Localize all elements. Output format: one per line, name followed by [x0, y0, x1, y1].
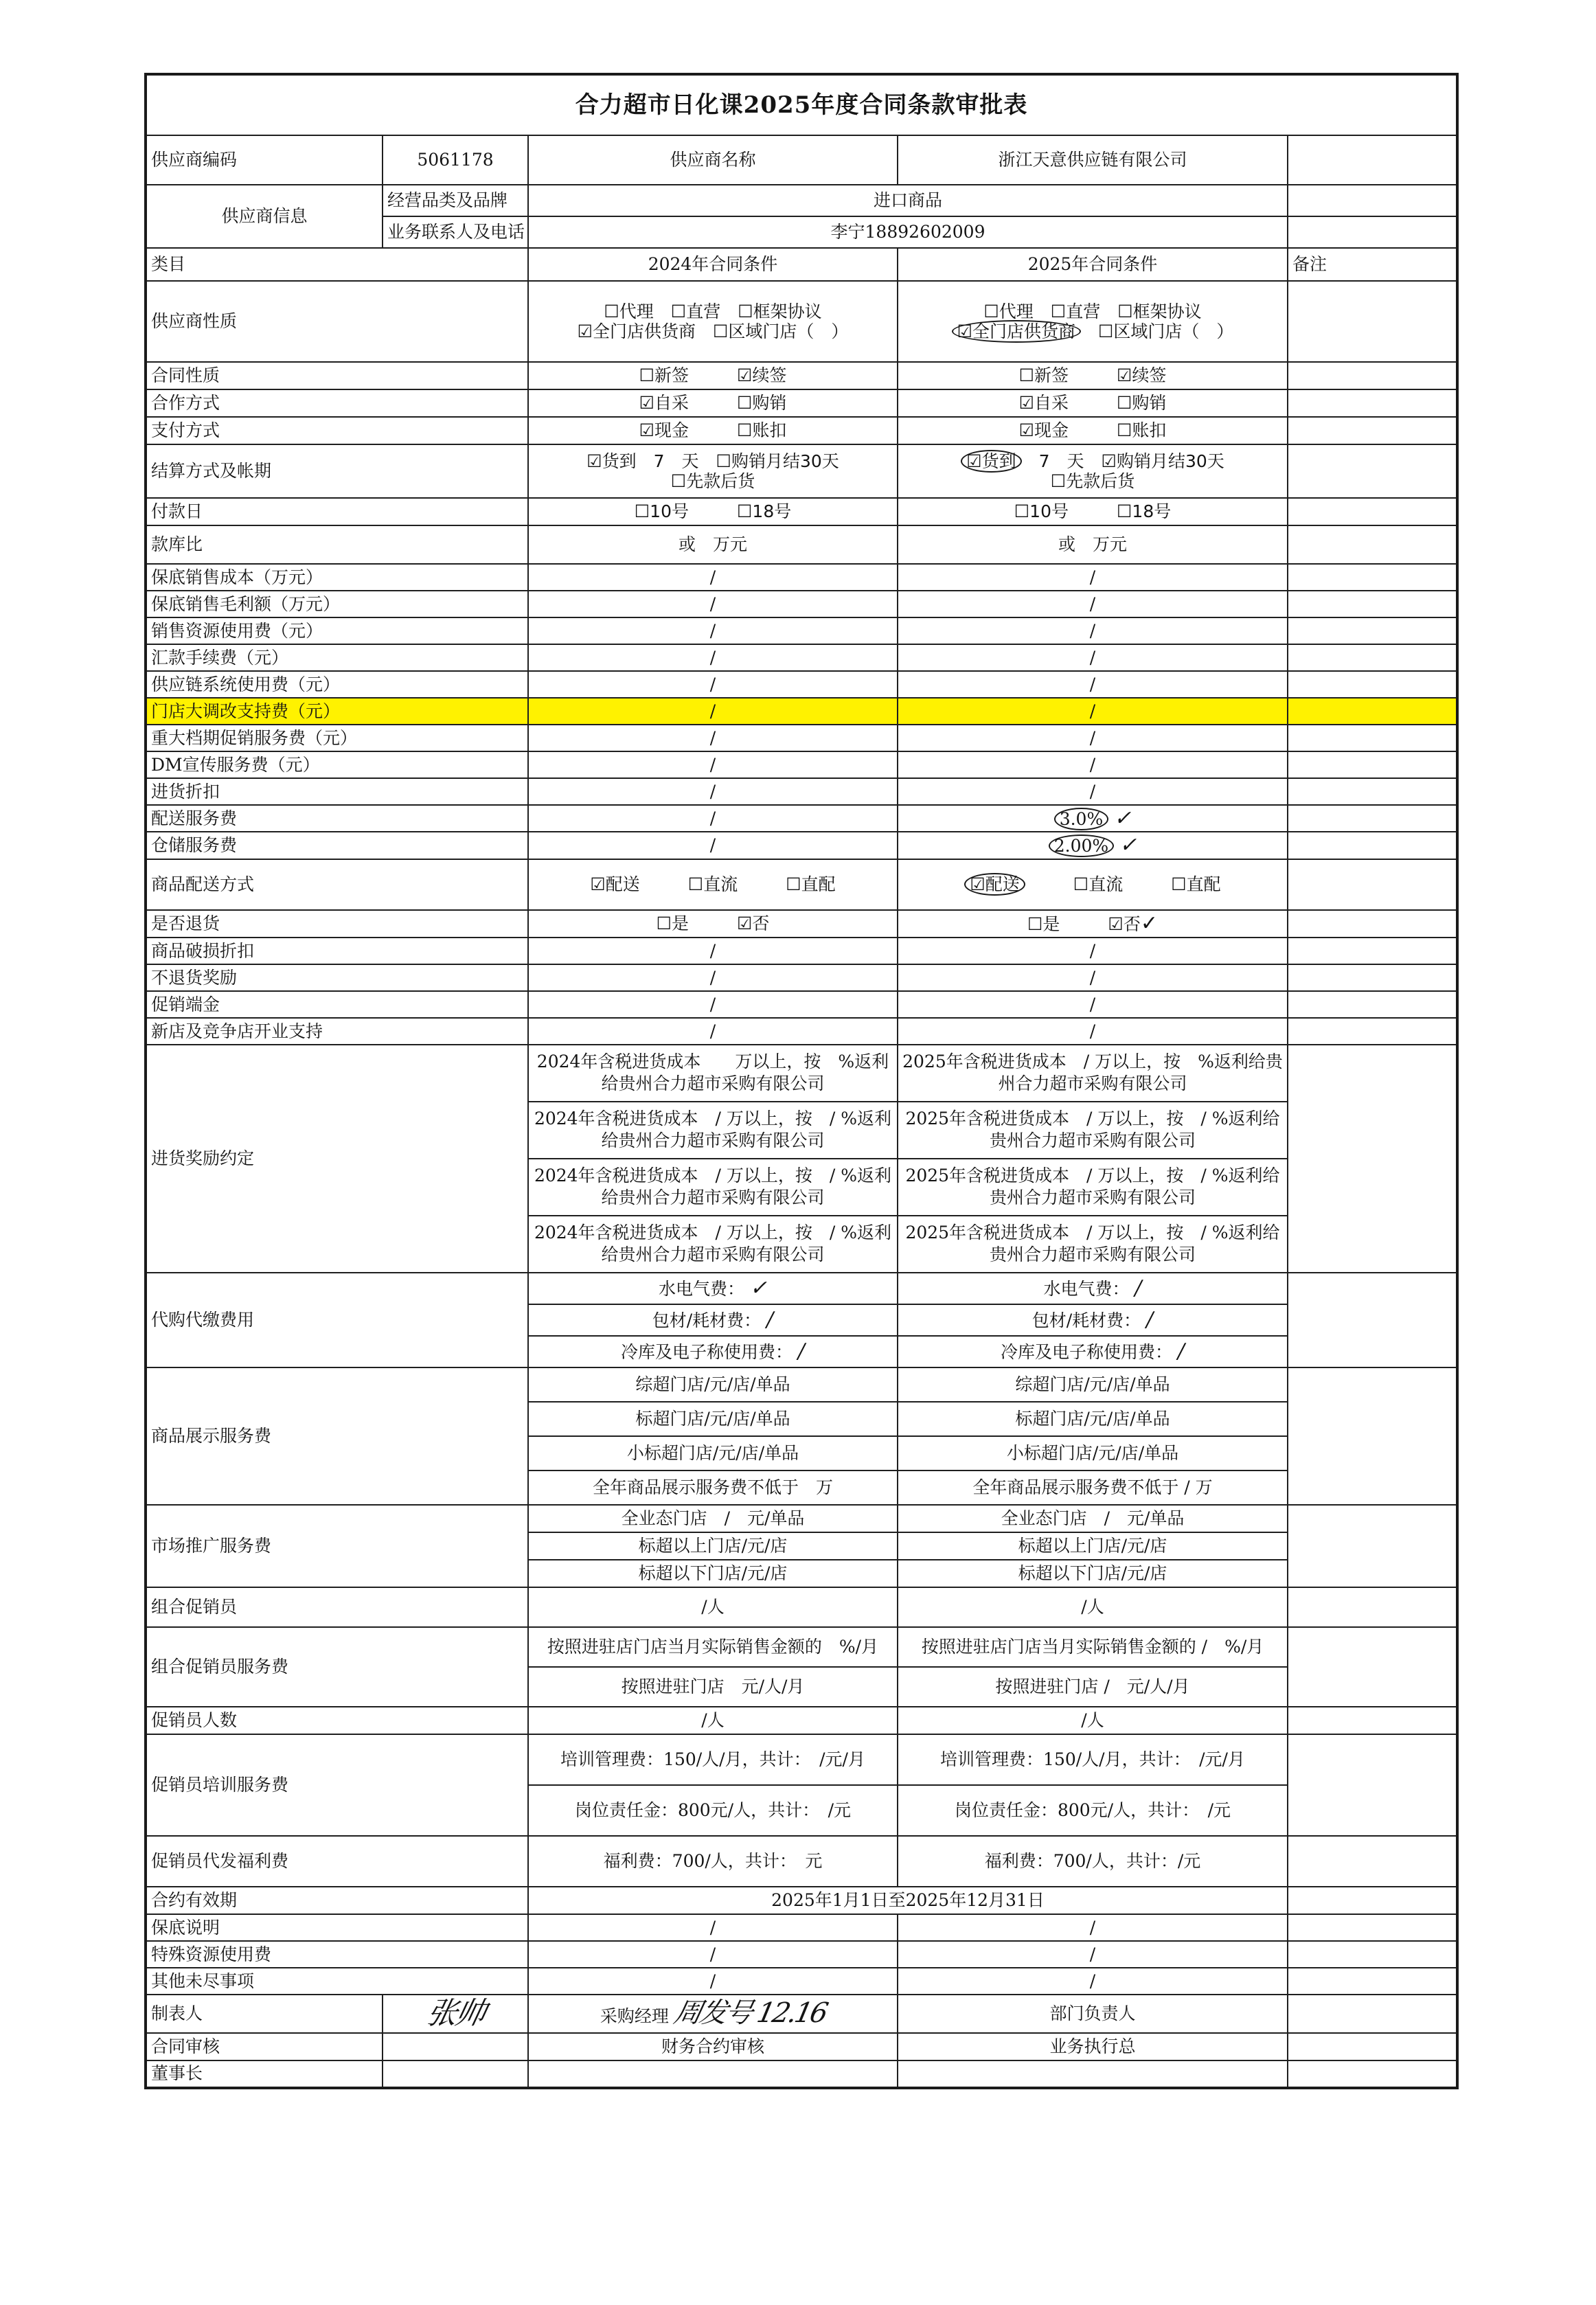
nature-2025 [898, 281, 1288, 362]
training-mgmt-fee: 培训管理费：150/人/月，共计： /元/月 [898, 1734, 1288, 1785]
display-item: 综超门店/元/店/单品 [898, 1367, 1288, 1402]
maker-signature: 张帅 [423, 1995, 488, 2031]
slash: / [528, 832, 898, 859]
promotion-item: 标超以下门店/元/店 [898, 1560, 1288, 1587]
business-exec-label: 业务执行总 [898, 2033, 1288, 2060]
display-min-2025: 全年商品展示服务费不低于 / 万 [898, 1471, 1288, 1505]
reward-2025-tier: 2025年含税进货成本 / 万以上，按 / %返利给贵州合力超市采购有限公司 [898, 1159, 1288, 1216]
settlement-line2: ☐先款后货 [670, 471, 755, 491]
slash: / [898, 1914, 1288, 1941]
settlement-line1-rest: 7 天 ☑购销月结30天 [1021, 451, 1224, 471]
welfare-fee-2024: 福利费：700/人，共计： 元 [528, 1836, 898, 1887]
nature-2024 [528, 281, 898, 362]
slash: / [898, 564, 1288, 591]
opt-new: ☐新签 [1018, 365, 1069, 386]
nature-label: 供应商性质 [146, 281, 528, 362]
slash: / [528, 938, 898, 964]
promo-deposit-label: 促销端金 [146, 991, 528, 1018]
settlement-line1: ☑货到 7 天 ☐购销月结30天 [586, 451, 839, 471]
promoter-2024: /人 [528, 1587, 898, 1627]
display-item: 标超门店/元/店/单品 [528, 1402, 898, 1436]
contract-review-label: 合同审核 [146, 2033, 383, 2060]
reward-2024-tier: 2024年含税进货成本 / 万以上，按 / %返利给贵州合力超市采购有限公司 [528, 1102, 898, 1159]
slash: / [528, 564, 898, 591]
nature-line2: ☑全门店供货商 ☐区域门店（ ） [577, 321, 849, 341]
min-gross-profit-label: 保底销售毛利额（万元） [146, 591, 528, 617]
promoter-fee-person-2025: 按照进驻门店 / 元/人/月 [898, 1667, 1288, 1707]
finance-review-label: 财务合约审核 [528, 2033, 898, 2060]
nature-line1: ☐代理 ☐直营 ☐框架协议 [983, 301, 1202, 321]
slash: / [898, 698, 1288, 725]
utilities-fee: 水电气费： [658, 1279, 744, 1299]
slash: / [528, 1018, 898, 1045]
remittance-fee-label: 汇款手续费（元） [146, 644, 528, 671]
cold-storage-fee: 冷库及电子称使用费： [620, 1342, 793, 1363]
slash: / [898, 751, 1288, 778]
slash: / [528, 778, 898, 805]
opt-direct-flow: ☐直流 [687, 874, 738, 895]
opt-new: ☐新签 [639, 365, 689, 386]
opt-self-purchase: ☑自采 [639, 393, 689, 413]
promotion-item: 全业态门店 / 元/单品 [528, 1505, 898, 1532]
damage-discount-label: 商品破损折扣 [146, 938, 528, 964]
handwritten-slash: / [766, 1308, 774, 1332]
slash: / [528, 1968, 898, 1995]
display-min-2024: 全年商品展示服务费不低于 万 [528, 1471, 898, 1505]
opt-purchase-sale: ☐购销 [1117, 393, 1167, 413]
contract-type-label: 合同性质 [146, 362, 528, 389]
slash: / [528, 671, 898, 698]
display-fee-label: 商品展示服务费 [146, 1367, 528, 1505]
opt-self-purchase: ☑自采 [1018, 393, 1069, 413]
guarantee-note-label: 保底说明 [146, 1914, 528, 1941]
dm-ad-fee-label: DM宣传服务费（元） [146, 751, 528, 778]
contact-value: 李宁18892602009 [528, 216, 1288, 248]
reward-2024-tier: 2024年含税进货成本 / 万以上，按 / %返利给贵州合力超市采购有限公司 [528, 1216, 898, 1273]
reward-label: 进货奖励约定 [146, 1045, 528, 1273]
settlement-line2: ☐先款后货 [1050, 471, 1135, 491]
new-store-support-label: 新店及竞争店开业支持 [146, 1018, 528, 1045]
slash: / [528, 805, 898, 832]
storage-fee-label: 仓储服务费 [146, 832, 528, 859]
validity-value: 2025年1月1日至2025年12月31日 [528, 1887, 1288, 1914]
reward-2024-tier: 2024年含税进货成本 / 万以上，按 / %返利给贵州合力超市采购有限公司 [528, 1159, 898, 1216]
col-category-header: 类目 [146, 248, 528, 281]
slash: / [898, 671, 1288, 698]
empty-cell [1288, 135, 1457, 185]
duty-deposit: 岗位责任金：800元/人，共计： /元 [898, 1785, 1288, 1836]
supplier-name: 浙江天意供应链有限公司 [898, 135, 1288, 185]
opt-delivery: ☑配送 [590, 874, 640, 895]
promotion-item: 全业态门店 / 元/单品 [898, 1505, 1288, 1532]
contract-approval-form [144, 73, 1459, 2089]
slash: / [528, 591, 898, 617]
special-resource-fee-label: 特殊资源使用费 [146, 1941, 528, 1968]
sales-resource-fee-label: 销售资源使用费（元） [146, 617, 528, 644]
opt-18th: ☐18号 [737, 501, 792, 522]
empty-cell [1288, 185, 1457, 216]
promoter-label: 组合促销员 [146, 1587, 528, 1627]
slash: / [528, 1914, 898, 1941]
settlement-label: 结算方式及帐期 [146, 444, 528, 498]
delivery-fee-label: 配送服务费 [146, 805, 528, 832]
chairman-label: 董事长 [146, 2060, 383, 2088]
min-sales-cost-label: 保底销售成本（万元） [146, 564, 528, 591]
opt-renew: ☑续签 [1117, 365, 1167, 386]
display-item: 综超门店/元/店/单品 [528, 1367, 898, 1402]
slash: / [898, 938, 1288, 964]
shipping-method-label: 商品配送方式 [146, 859, 528, 910]
promotion-item: 标超以上门店/元/店 [898, 1532, 1288, 1560]
handwritten-check: ✓ [1140, 911, 1158, 936]
category-label: 经营品类及品牌 [383, 185, 528, 216]
supplier-code: 5061178 [383, 135, 528, 185]
slash: / [528, 1941, 898, 1968]
opt-yes: ☐是 [656, 913, 689, 934]
slash: / [898, 644, 1288, 671]
storage-fee-2025: 2.00% [1049, 834, 1114, 857]
buyer-signature: 周发号 12.16 [671, 1997, 830, 2030]
settlement-circled-mark: ☑货到 [961, 450, 1021, 473]
utilities-fee: 水电气费： [1043, 1279, 1130, 1299]
slash: / [528, 644, 898, 671]
handwritten-check: ✓ [749, 1276, 768, 1301]
nature-line2-rest: ☐区域门店（ ） [1081, 321, 1234, 341]
nature-line1: ☐代理 ☐直营 ☐框架协议 [604, 301, 822, 321]
slash: / [528, 964, 898, 991]
opt-cash: ☑现金 [639, 420, 689, 441]
promotion-fee-label: 市场推广服务费 [146, 1505, 528, 1587]
other-matters-label: 其他未尽事项 [146, 1968, 528, 1995]
dept-head-label: 部门负责人 [898, 1995, 1288, 2033]
reward-2025-tier: 2025年含税进货成本 / 万以上，按 / %返利给贵州合力超市采购有限公司 [898, 1216, 1288, 1273]
training-fee-label: 促销员培训服务费 [146, 1734, 528, 1836]
handwritten-check: ✓ [1114, 806, 1132, 830]
supplier-name-label: 供应商名称 [528, 135, 898, 185]
slash: / [528, 725, 898, 751]
delivery-fee-2025: 3.0% [1054, 808, 1109, 830]
opt-yes: ☐是 [1027, 914, 1060, 935]
purchase-discount-label: 进货折扣 [146, 778, 528, 805]
opt-direct-flow: ☐直流 [1073, 874, 1124, 895]
slash: / [898, 591, 1288, 617]
agency-fee-label: 代购代缴费用 [146, 1273, 528, 1367]
reward-2024-tier: 2024年含税进货成本 万以上，按 %返利给贵州合力超市采购有限公司 [528, 1045, 898, 1102]
slash: / [898, 991, 1288, 1018]
slash: / [528, 617, 898, 644]
opt-10th: ☐10号 [634, 501, 689, 522]
promoter-count-label: 促销员人数 [146, 1707, 528, 1734]
packaging-fee: 包材/耗材费： [1031, 1310, 1141, 1331]
slash: / [898, 778, 1288, 805]
validity-label: 合约有效期 [146, 1887, 528, 1914]
opt-delivery-circled: ☑配送 [964, 873, 1025, 896]
opt-direct-ship: ☐直配 [786, 874, 836, 895]
welfare-fee-2025: 福利费：700/人，共计：/元 [898, 1836, 1288, 1887]
stock-ratio-2024: 或 万元 [528, 525, 898, 564]
opt-renew: ☑续签 [737, 365, 787, 386]
display-item: 小标超门店/元/店/单品 [528, 1436, 898, 1471]
reward-2025-tier: 2025年含税进货成本 / 万以上，按 %返利给贵州合力超市采购有限公司 [898, 1045, 1288, 1102]
promoter-count-2024: /人 [528, 1707, 898, 1734]
supply-chain-fee-label: 供应链系统使用费（元） [146, 671, 528, 698]
handwritten-slash: / [1177, 1339, 1185, 1364]
slash: / [898, 725, 1288, 751]
promoter-fee-pct-2025: 按照进驻店门店当月实际销售金额的 / %/月 [898, 1627, 1288, 1667]
nature-circled-option: ☑全门店供货商 [952, 320, 1081, 343]
opt-direct-ship: ☐直配 [1171, 874, 1221, 895]
stock-ratio-label: 款库比 [146, 525, 528, 564]
handwritten-slash: / [1146, 1308, 1154, 1332]
opt-10th: ☐10号 [1014, 501, 1069, 522]
col-2024-header: 2024年合同条件 [528, 248, 898, 281]
supplier-info-label: 供应商信息 [146, 185, 383, 248]
returns-label: 是否退货 [146, 910, 528, 938]
stock-ratio-2025: 或 万元 [898, 525, 1288, 564]
form-title: 合力超市日化课2025年度合同条款审批表 [146, 74, 1457, 135]
display-item: 标超门店/元/店/单品 [898, 1402, 1288, 1436]
opt-no: ☑否 [1108, 914, 1141, 935]
slash: / [528, 698, 898, 725]
category-value: 进口商品 [528, 185, 1288, 216]
empty-cell [1288, 216, 1457, 248]
cooperation-label: 合作方式 [146, 389, 528, 417]
slash: / [898, 964, 1288, 991]
opt-purchase-sale: ☐购销 [737, 393, 787, 413]
slash: / [898, 1018, 1288, 1045]
slash: / [898, 617, 1288, 644]
no-return-reward-label: 不退货奖励 [146, 964, 528, 991]
slash: / [528, 751, 898, 778]
promoter-fee-person-2024: 按照进驻门店 元/人/月 [528, 1667, 898, 1707]
promoter-count-2025: /人 [898, 1707, 1288, 1734]
training-mgmt-fee: 培训管理费：150/人/月，共计： /元/月 [528, 1734, 898, 1785]
handwritten-check: ✓ [1119, 833, 1137, 858]
opt-no: ☑否 [737, 913, 770, 934]
welfare-fee-label: 促销员代发福利费 [146, 1836, 528, 1887]
display-item: 小标超门店/元/店/单品 [898, 1436, 1288, 1471]
promotion-item: 标超以上门店/元/店 [528, 1532, 898, 1560]
handwritten-slash: / [797, 1339, 806, 1364]
opt-account-deduct: ☐账扣 [737, 420, 787, 441]
promotion-item: 标超以下门店/元/店 [528, 1560, 898, 1587]
opt-cash: ☑现金 [1018, 420, 1069, 441]
col-remark-header: 备注 [1288, 248, 1457, 281]
store-renovation-fee-label: 门店大调改支持费（元） [146, 698, 528, 725]
opt-account-deduct: ☐账扣 [1117, 420, 1167, 441]
maker-label: 制表人 [146, 1995, 383, 2033]
contact-label: 业务联系人及电话 [383, 216, 528, 248]
handwritten-slash: / [1135, 1276, 1142, 1301]
promoter-fee-pct-2024: 按照进驻店门店当月实际销售金额的 %/月 [528, 1627, 898, 1667]
reward-2025-tier: 2025年含税进货成本 / 万以上，按 / %返利给贵州合力超市采购有限公司 [898, 1102, 1288, 1159]
packaging-fee: 包材/耗材费： [652, 1310, 762, 1331]
supplier-code-label: 供应商编码 [146, 135, 383, 185]
payment-method-label: 支付方式 [146, 417, 528, 444]
col-2025-header: 2025年合同条件 [898, 248, 1288, 281]
remark-cell [1288, 281, 1457, 362]
promoter-2025: /人 [898, 1587, 1288, 1627]
promo-period-fee-label: 重大档期促销服务费（元） [146, 725, 528, 751]
slash: / [528, 991, 898, 1018]
opt-18th: ☐18号 [1117, 501, 1172, 522]
payday-label: 付款日 [146, 498, 528, 525]
slash: / [898, 1968, 1288, 1995]
cold-storage-fee: 冷库及电子称使用费： [1000, 1342, 1172, 1363]
duty-deposit: 岗位责任金：800元/人，共计： /元 [528, 1785, 898, 1836]
promoter-fee-label: 组合促销员服务费 [146, 1627, 528, 1707]
buyer-label: 采购经理 [600, 2006, 669, 2027]
slash: / [898, 1941, 1288, 1968]
